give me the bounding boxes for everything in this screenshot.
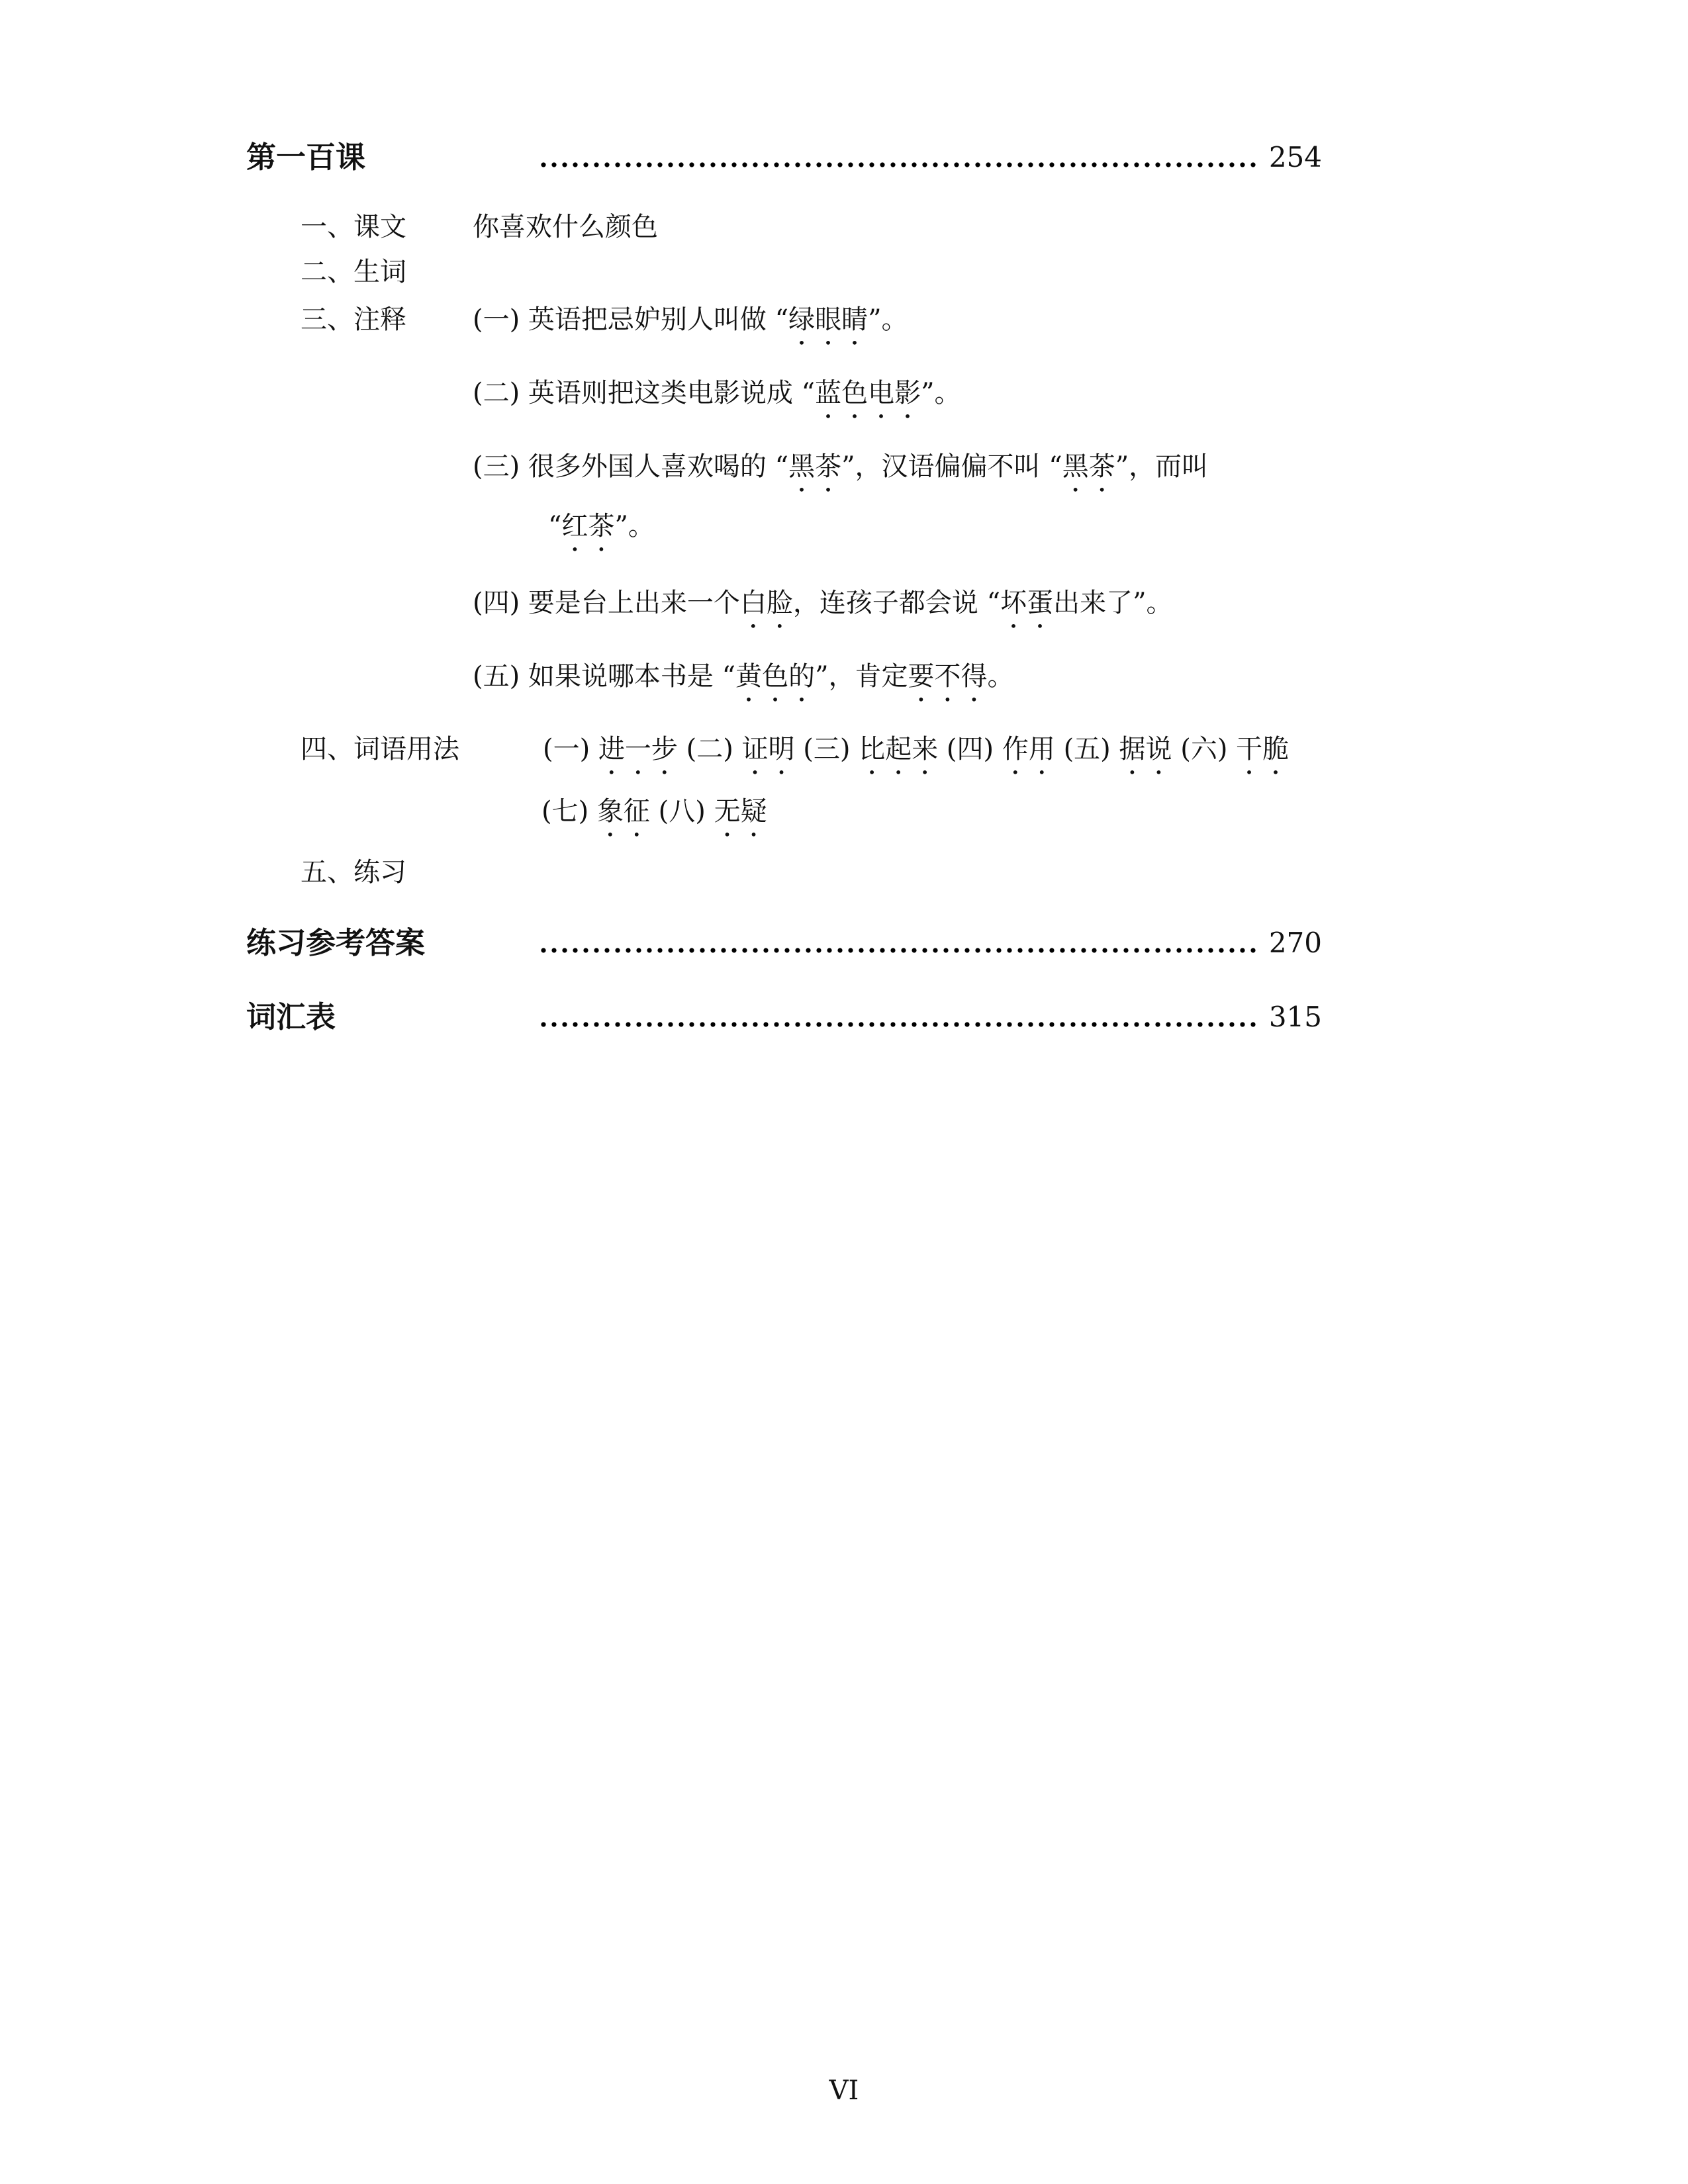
text-run: (三) xyxy=(794,734,859,764)
glossary-page-number: 315 xyxy=(1268,1001,1322,1033)
annotation-line-5 xyxy=(473,659,1372,707)
text-run: ”。 xyxy=(921,378,961,408)
annotation-line-3 xyxy=(473,449,1372,498)
lesson-text-title: 你喜欢什么颜色 xyxy=(473,212,658,242)
emphasized-term: 要不得 xyxy=(908,661,988,692)
section-label-text: 一、课文 xyxy=(301,212,406,242)
emphasized-term: 证明 xyxy=(741,734,795,764)
emphasized-term: 红茶 xyxy=(561,511,615,541)
emphasized-term: 绿眼睛 xyxy=(788,304,868,335)
section-label-exercise: 五、练习 xyxy=(301,857,406,887)
usage-line-2 xyxy=(541,794,1372,842)
text-run: 。 xyxy=(987,661,1014,692)
lesson-entry-row xyxy=(246,139,1322,176)
answers-title: 练习参考答案 xyxy=(246,925,426,960)
text-run: (六) xyxy=(1172,734,1237,764)
section-label-vocab: 二、生词 xyxy=(301,257,406,287)
toc-content xyxy=(246,139,1372,1036)
annotation-line-4 xyxy=(473,585,1372,634)
text-run: ”，肯定 xyxy=(815,661,908,692)
answers-page-number: 270 xyxy=(1268,927,1322,959)
emphasized-term: 象征 xyxy=(596,796,650,827)
dot-leader xyxy=(541,1022,1260,1028)
section-label-annotation: 三、注释 xyxy=(301,304,406,335)
text-run: (五) 如果说哪本书是 “ xyxy=(473,661,736,692)
emphasized-term: 蓝色电影 xyxy=(815,378,921,408)
glossary-entry-row xyxy=(246,999,1322,1036)
dot-leader xyxy=(541,948,1260,954)
emphasized-term: 作用 xyxy=(1002,734,1055,764)
text-run: (一) 英语把忌妒别人叫做 “ xyxy=(473,304,789,335)
text-run: (二) xyxy=(677,734,742,764)
emphasized-term: 白脸 xyxy=(739,588,793,618)
section-vocab-row xyxy=(246,254,1372,290)
annotation-line-2 xyxy=(473,375,1372,424)
section-usage-row xyxy=(246,731,1372,780)
glossary-title: 词汇表 xyxy=(246,999,336,1034)
text-run: (八) xyxy=(649,796,714,827)
lesson-title: 第一百课 xyxy=(246,140,366,175)
emphasized-term: 黑茶 xyxy=(1062,451,1115,482)
section-text-row xyxy=(246,209,1372,245)
emphasized-term: 坏蛋 xyxy=(1000,588,1054,618)
text-run: (四) xyxy=(938,734,1002,764)
annotation-line-3-continued xyxy=(548,508,1372,557)
emphasized-term: 干脆 xyxy=(1236,734,1289,764)
text-run: ，连孩子都会说 “ xyxy=(792,588,1001,618)
emphasized-term: 黑茶 xyxy=(788,451,842,482)
annotation-line-1 xyxy=(473,302,908,351)
emphasized-term: 进一步 xyxy=(598,734,678,764)
emphasized-term: 黄色的 xyxy=(735,661,816,692)
usage-line-1 xyxy=(543,731,1289,780)
emphasized-term: 比起来 xyxy=(859,734,939,764)
section-exercise-row xyxy=(246,854,1372,890)
text-run: (一) xyxy=(543,734,598,764)
text-run: ”，汉语偏偏不叫 “ xyxy=(841,451,1062,482)
section-label-usage: 四、词语用法 xyxy=(301,734,459,764)
text-run: 出来了”。 xyxy=(1053,588,1173,618)
dot-leader xyxy=(541,162,1260,168)
section-annotation-row xyxy=(246,302,1372,351)
text-run: (五) xyxy=(1055,734,1119,764)
text-run: ”。 xyxy=(868,304,908,335)
text-run: “ xyxy=(548,511,562,541)
text-run: (四) 要是台上出来一个 xyxy=(473,588,740,618)
text-run: ”。 xyxy=(614,511,655,541)
text-run: ”，而叫 xyxy=(1115,451,1209,482)
lesson-page-number: 254 xyxy=(1268,141,1322,173)
page-number: VI xyxy=(829,2075,859,2106)
text-run: (二) 英语则把这类电影说成 “ xyxy=(473,378,816,408)
answers-entry-row xyxy=(246,925,1322,962)
emphasized-term: 无疑 xyxy=(714,796,767,827)
emphasized-term: 据说 xyxy=(1119,734,1172,764)
text-run: (七) xyxy=(541,796,597,827)
text-run: (三) 很多外国人喜欢喝的 “ xyxy=(473,451,789,482)
